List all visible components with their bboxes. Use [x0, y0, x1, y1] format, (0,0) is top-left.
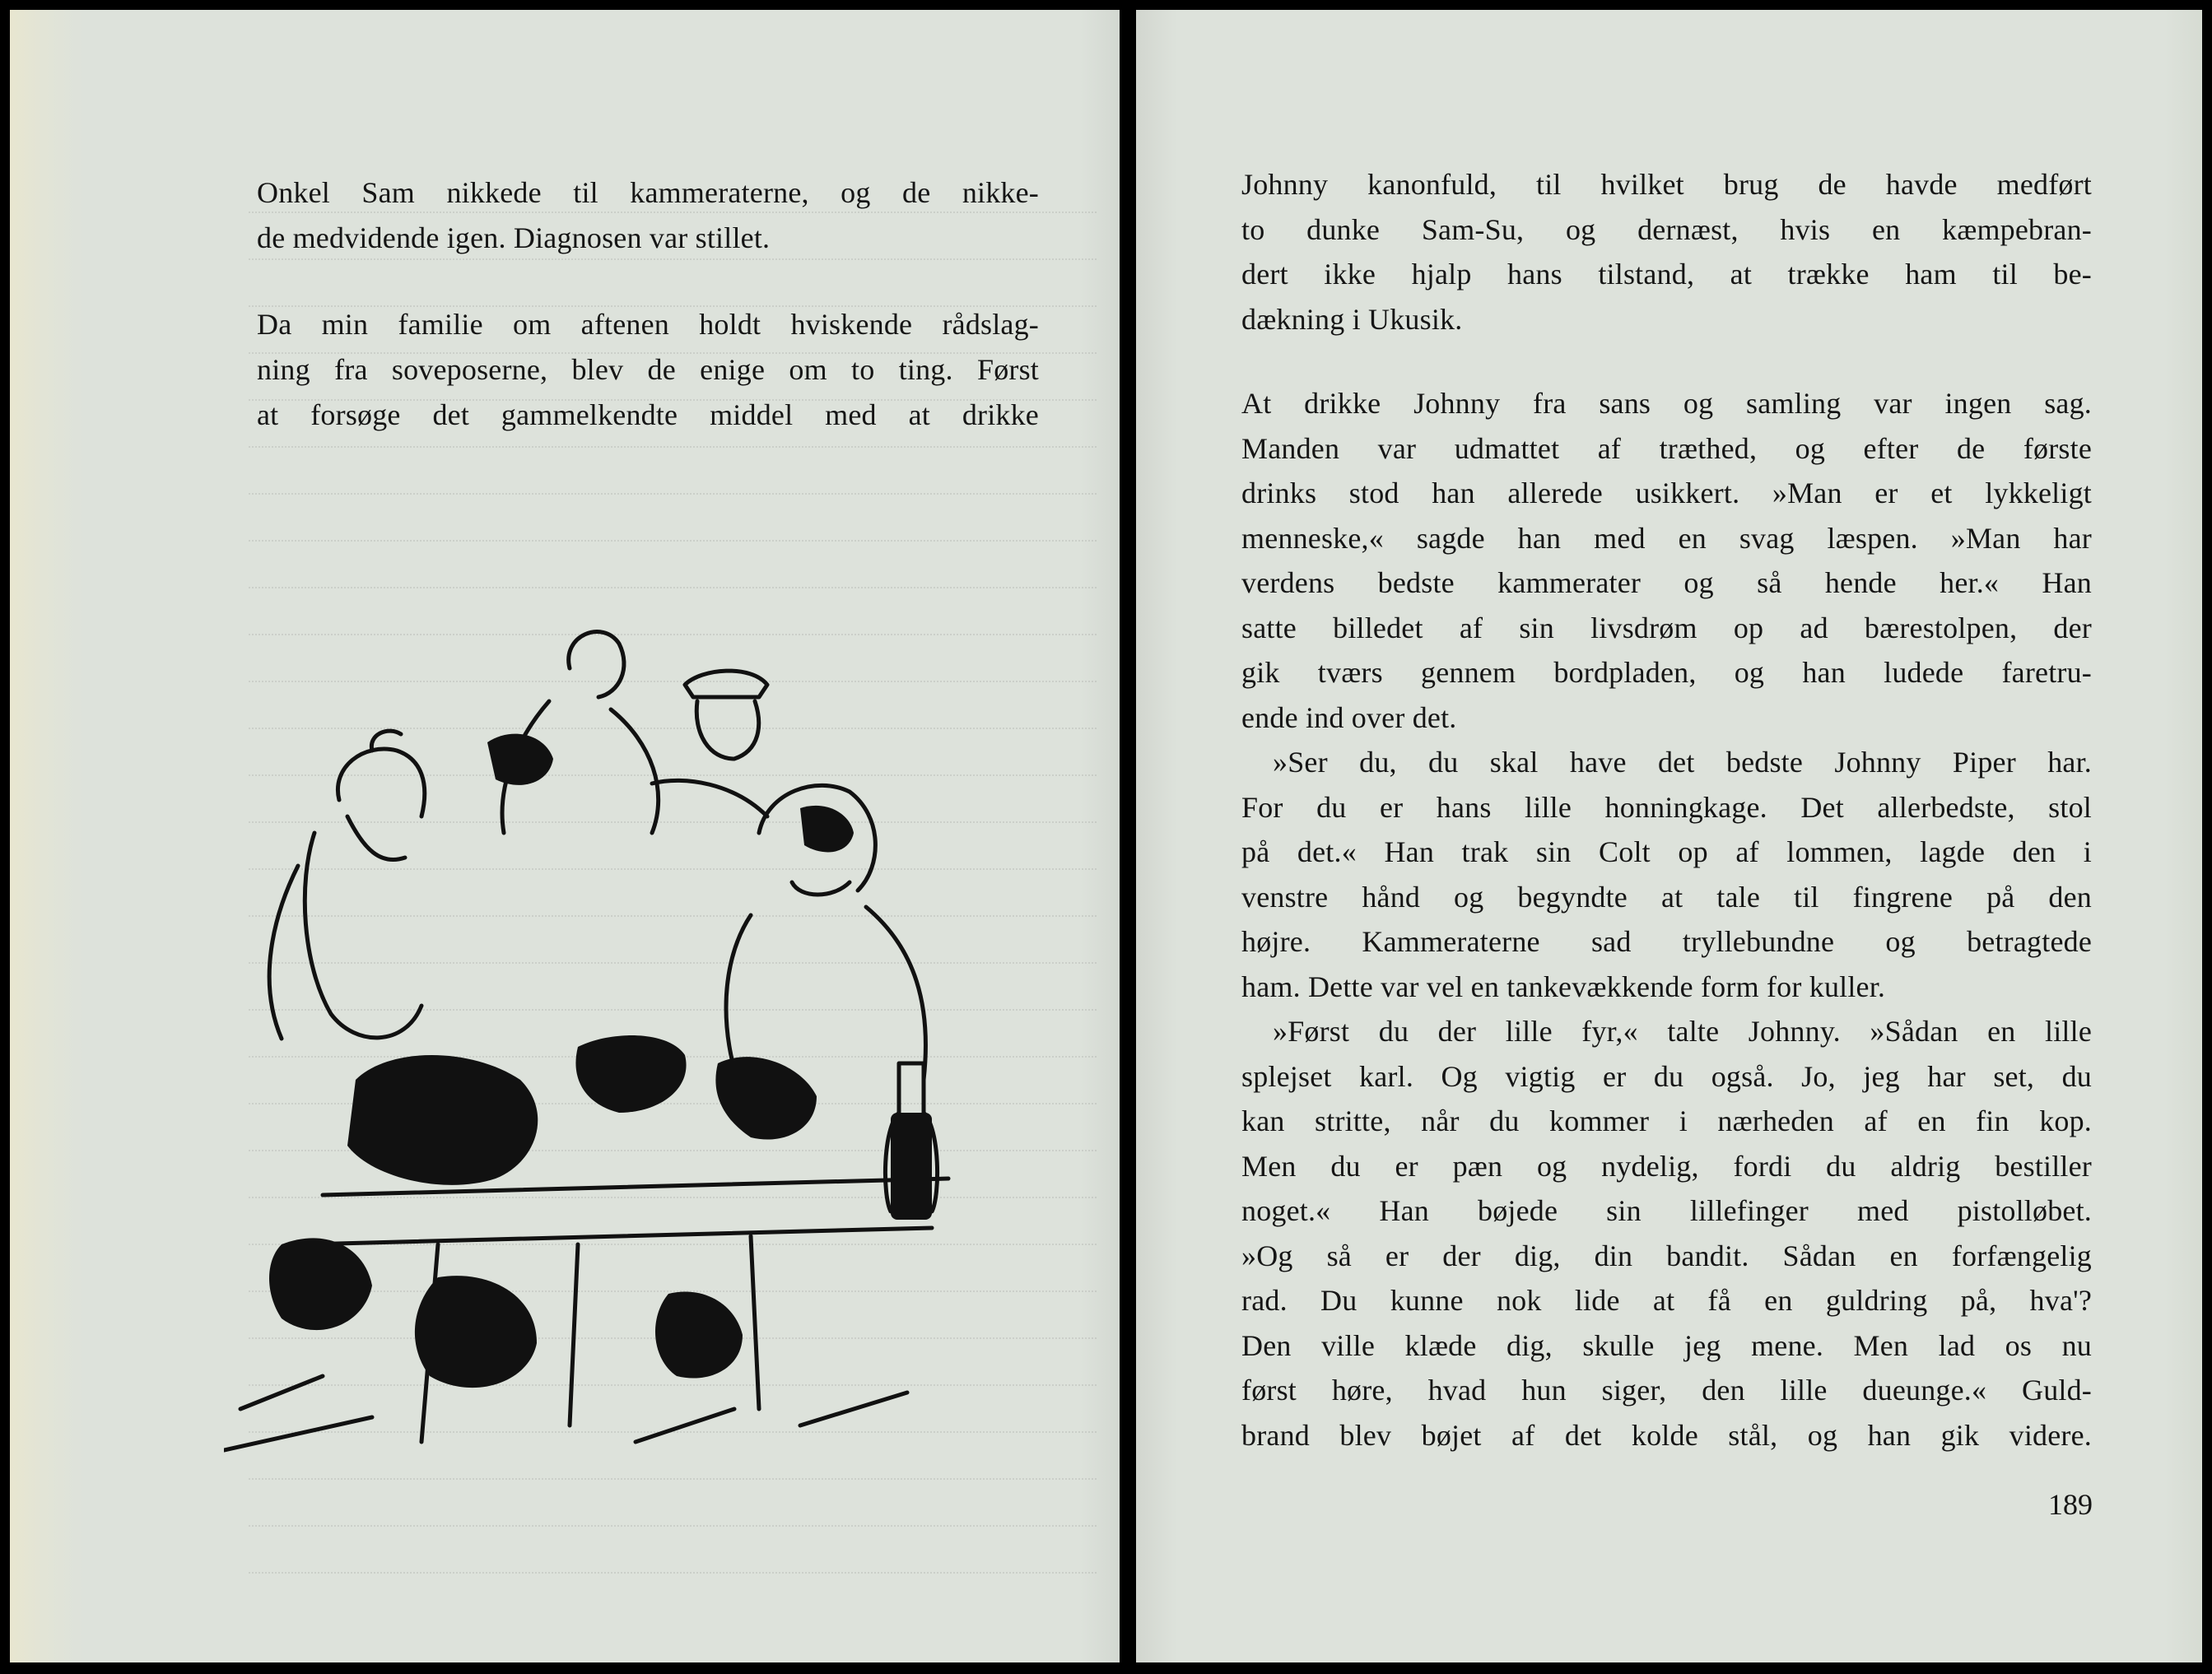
right-page	[1136, 10, 2202, 1662]
text-line: dert ikke hjalp hans tilstand, at trække ham til be-	[1241, 258, 2092, 291]
page-number: 189	[2048, 1488, 2093, 1521]
text-line: brand blev bøjet af det kolde stål, og han gik videre.	[1241, 1418, 2092, 1452]
text-line: Onkel Sam nikkede til kammeraterne, og de nikke-	[257, 176, 1039, 209]
left-body-text	[257, 170, 1039, 438]
text-line: »Ser du, du skal have det bedste Johnny Piper har.	[1273, 746, 2092, 779]
text-line: kan stritte, når du kommer i nærheden af en fin kop.	[1241, 1104, 2092, 1137]
text-line: noget.« Han bøjede sin lillefinger med pistolløbet.	[1241, 1194, 2092, 1227]
text-line: højre. Kammeraterne sad tryllebundne og betragtede	[1241, 925, 2092, 958]
text-line: Manden var udmattet af træthed, og efter de første	[1241, 431, 2092, 465]
text-line: »Først du der lille fyr,« talte Johnny. »Sådan en lille	[1273, 1015, 2092, 1048]
text-line: ende ind over det.	[1241, 700, 1457, 734]
text-line: satte billedet af sin livsdrøm op ad bærestolpen, der	[1241, 611, 2092, 644]
text-line: drinks stod han allerede usikkert. »Man er et lykkeligt	[1241, 477, 2092, 509]
text-line: splejset karl. Og vigtig er du også. Jo, jeg har set, du	[1241, 1059, 2092, 1093]
text-line: først høre, hvad hun siger, den lille dueunge.« Guld-	[1241, 1374, 2092, 1407]
text-line: gik tværs gennem bordpladen, og han ludede faretru-	[1241, 656, 2092, 689]
text-line: Da min familie om aftenen holdt hviskende rådslag-	[257, 308, 1039, 341]
text-line: menneske,« sagde han med en svag læspen. »Man har	[1241, 521, 2092, 555]
text-line: At drikke Johnny fra sans og samling var ingen sag.	[1241, 387, 2092, 420]
text-line: »Og så er der dig, din bandit. Sådan en forfængelig	[1241, 1239, 2092, 1272]
text-line: rad. Du kunne nok lide at få en guldring på, hva'?	[1241, 1284, 2092, 1317]
text-line: venstre hånd og begyndte at tale til fingrene på den	[1241, 880, 2092, 914]
text-line: de medvidende igen. Diagnosen var stillet.	[257, 221, 771, 254]
text-line: verdens bedste kammerater og så hende her.« Han	[1241, 566, 2092, 599]
text-line: dækning i Ukusik.	[1241, 302, 1463, 336]
ink-sketch-men-at-table-icon	[224, 619, 1097, 1475]
left-page	[10, 10, 1120, 1662]
text-line: Men du er pæn og nydelig, fordi du aldrig bestiller	[1241, 1149, 2092, 1183]
text-line: Johnny kanonfuld, til hvilket brug de havde medført	[1241, 168, 2092, 201]
text-line: at forsøge det gammelkendte middel med at drikke	[257, 398, 1039, 431]
text-line: ning fra soveposerne, blev de enige om to ting. Først	[257, 353, 1039, 386]
text-line: to dunke Sam-Su, og dernæst, hvis en kæmpebran-	[1241, 212, 2092, 246]
right-body-text	[1241, 162, 2092, 1458]
text-line: på det.« Han trak sin Colt op af lommen, lagde den i	[1241, 835, 2092, 868]
text-line: Den ville klæde dig, skulle jeg mene. Men lad os nu	[1241, 1328, 2092, 1362]
text-line: ham. Dette var vel en tankevækkende form for kuller.	[1241, 970, 1886, 1003]
text-line: For du er hans lille honningkage. Det allerbedste, stol	[1241, 790, 2092, 824]
